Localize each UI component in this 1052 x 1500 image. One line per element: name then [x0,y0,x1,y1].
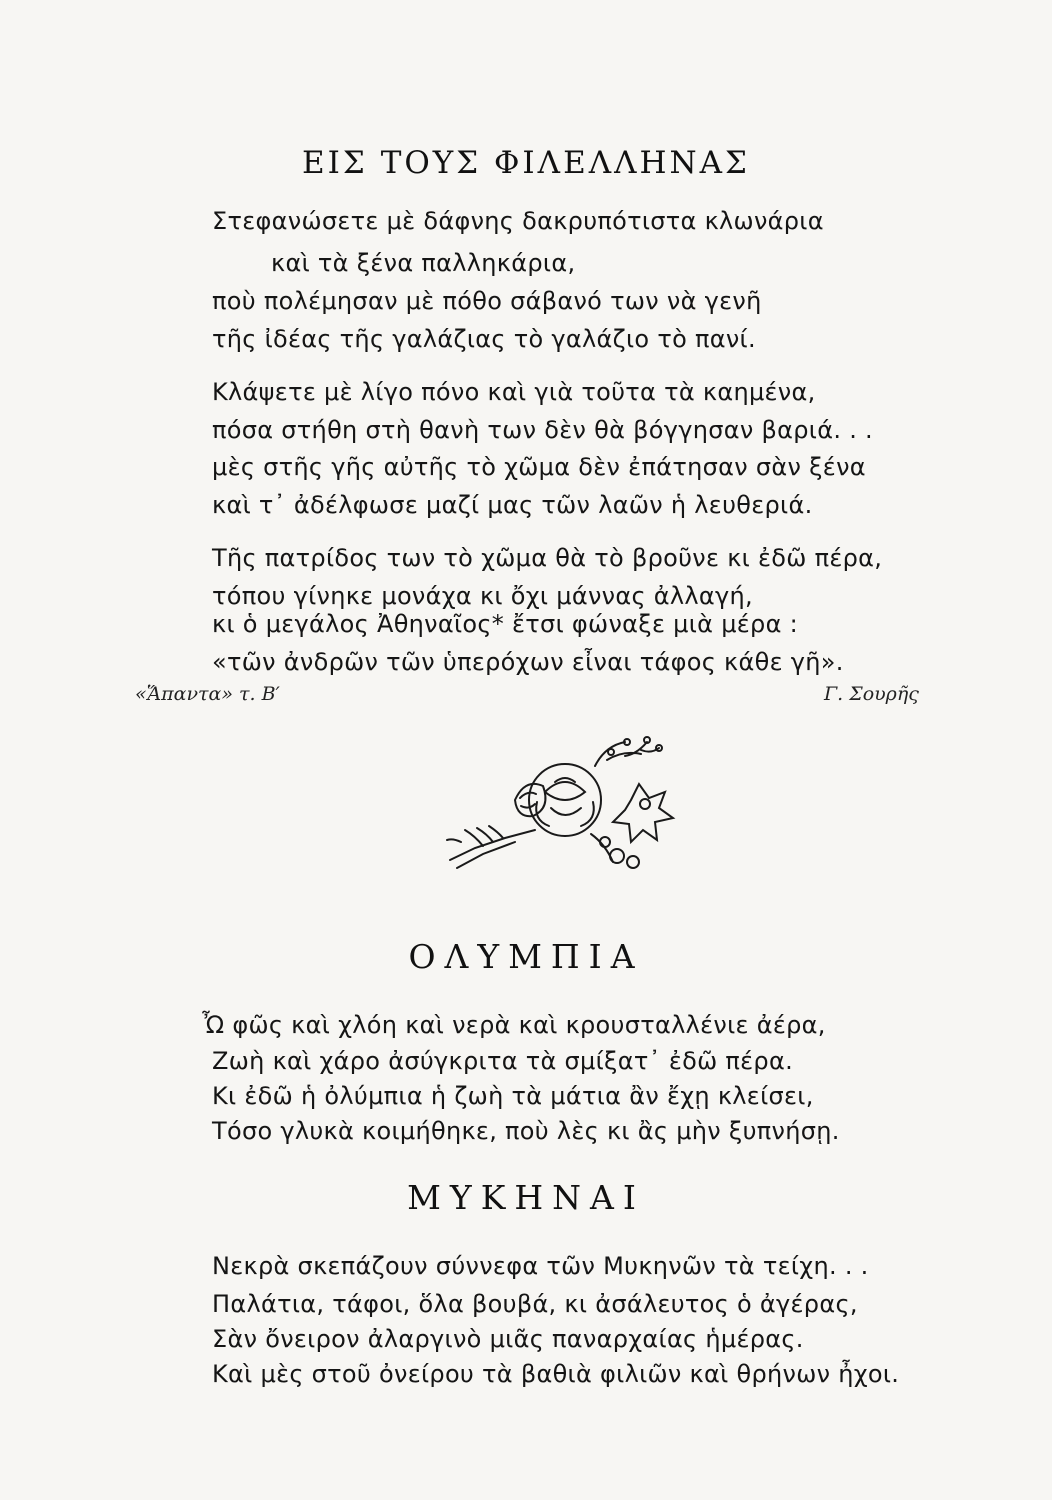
poem-line: τόπου γίνηκε μονάχα κι ὄχι μάννας ἀλλαγή, [212,582,753,610]
poem-line: μὲς στῆς γῆς αὐτῆς τὸ χῶμα δὲν ἐπάτησαν σὰν ξένα [212,453,866,481]
poem-line: Ζωὴ καὶ χάρο ἀσύγκριτα τὰ σμίξατ᾽ ἐδῶ πέρα. [212,1047,794,1075]
poem-line: Τῆς πατρίδος των τὸ χῶμα θὰ τὸ βροῦνε κι ἐδῶ πέρα, [212,544,883,572]
poem-line: καὶ τ᾽ ἀδέλφωσε μαζί μας τῶν λαῶν ἡ λευθεριά. [212,491,813,519]
poem-line: Κι ἐδῶ ἡ ὀλύμπια ἡ ζωὴ τὰ μάτια ἂν ἔχῃ κλείσει, [212,1082,814,1110]
poem-line: καὶ τὰ ξένα παλληκάρια, [271,249,576,277]
poem-line: Ὦ φῶς καὶ χλόη καὶ νερὰ καὶ κρουσταλλένιε ἀέρα, [202,1011,826,1039]
poem-line: Στεφανώσετε μὲ δάφνης δακρυπότιστα κλωνάρια [212,207,824,235]
source-reference: «Ἅπαντα» τ. Β′ [135,683,280,705]
poem-line: πόσα στήθη στὴ θανὴ των δὲν θὰ βόγγησαν βαριά. . . [212,416,873,444]
poem-line: Κλάψετε μὲ λίγο πόνο καὶ γιὰ τοῦτα τὰ καημένα, [212,378,816,406]
poem-line: Παλάτια, τάφοι, ὅλα βουβά, κι ἀσάλευτος ὁ ἀγέρας, [212,1290,858,1318]
poem-line: ποὺ πολέμησαν μὲ πόθο σάβανό των νὰ γενῆ [212,287,762,315]
poem-line: «τῶν ἀνδρῶν τῶν ὑπερόχων εἶναι τάφος κάθε γῆ». [212,648,844,676]
poem-title-olympia: ΟΛΥΜΠΙΑ [408,937,644,976]
poem-line: Τόσο γλυκὰ κοιμήθηκε, ποὺ λὲς κι ἂς μὴν ξυπνήσῃ. [212,1117,840,1145]
poem-line: Σὰν ὄνειρον ἀλαργινὸ μιᾶς παναρχαίας ἡμέρας. [212,1325,804,1353]
poem-line: Νεκρὰ σκεπάζουν σύννεφα τῶν Μυκηνῶν τὰ τείχη. . . [212,1252,869,1280]
floral-bouquet-icon [395,730,715,880]
poem-title-filellines: ΕΙΣ ΤΟΥΣ ΦΙΛΕΛΛΗΝΑΣ [302,145,750,181]
poem-author: Γ. Σουρῆς [824,683,919,705]
poem-line: τῆς ἰδέας τῆς γαλάζιας τὸ γαλάζιο τὸ πανί. [212,325,756,353]
poem-line: κι ὁ μεγάλος Ἀθηναῖος* ἔτσι φώναξε μιὰ μέρα : [212,610,799,638]
poem-line: Καὶ μὲς στοῦ ὀνείρου τὰ βαθιὰ φιλιῶν καὶ θρήνων ἦχοι. [212,1360,900,1388]
poem-title-mykinai: ΜΥΚΗΝΑΙ [407,1178,645,1217]
